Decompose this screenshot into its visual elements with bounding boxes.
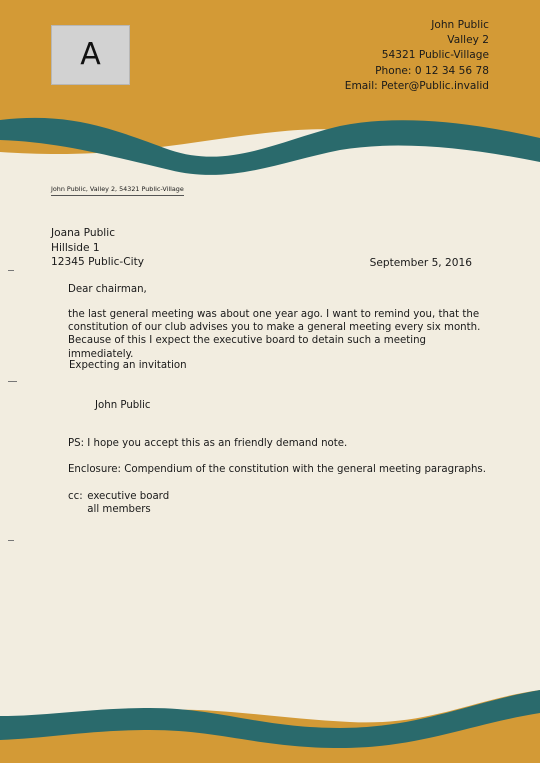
- signature-name: John Public: [95, 400, 151, 411]
- sender-street: Valley 2: [447, 34, 489, 47]
- sender-email: Email: Peter@Public.invalid: [344, 79, 489, 92]
- cc-recipient: executive board: [87, 491, 170, 502]
- cc-label: cc:: [68, 491, 83, 502]
- fold-mark-top: [8, 270, 14, 271]
- logo-box: [51, 25, 130, 85]
- closing: Expecting an invitation: [69, 360, 187, 371]
- fold-mark-bottom: [8, 540, 14, 541]
- sender-city: 54321 Public-Village: [381, 49, 489, 62]
- cc-row: [68, 490, 169, 503]
- cc-block: [68, 490, 169, 516]
- sender-phone: Phone: 0 12 34 56 78: [375, 64, 489, 77]
- enclosure: Enclosure: Compendium of the constitution with the general meeting paragraphs.: [68, 464, 486, 475]
- return-address-line: John Public, Valley 2, 54321 Public-Village: [51, 185, 184, 196]
- recipient-address: [51, 226, 144, 270]
- recipient-name: Joana Public: [51, 227, 116, 239]
- punch-mark: [8, 381, 17, 382]
- cc-recipient: all members: [87, 504, 151, 516]
- logo-letter: A: [80, 37, 101, 72]
- sender-address: [345, 18, 489, 94]
- recipient-street: Hillside 1: [51, 241, 100, 254]
- letter-date: September 5, 2016: [369, 257, 472, 269]
- salutation: Dear chairman,: [68, 284, 147, 295]
- letter-body: the last general meeting was about one year ago. I want to remind you, that the constitution of our club advises you to make a general meeting every six month. Because of this I expect the executive board to detain such a meeting immediately.: [68, 309, 481, 360]
- postscript: PS: I hope you accept this as an friendly demand note.: [68, 438, 348, 449]
- cc-row: [68, 503, 169, 516]
- recipient-city: 12345 Public-City: [51, 256, 145, 268]
- sender-name: John Public: [431, 19, 489, 31]
